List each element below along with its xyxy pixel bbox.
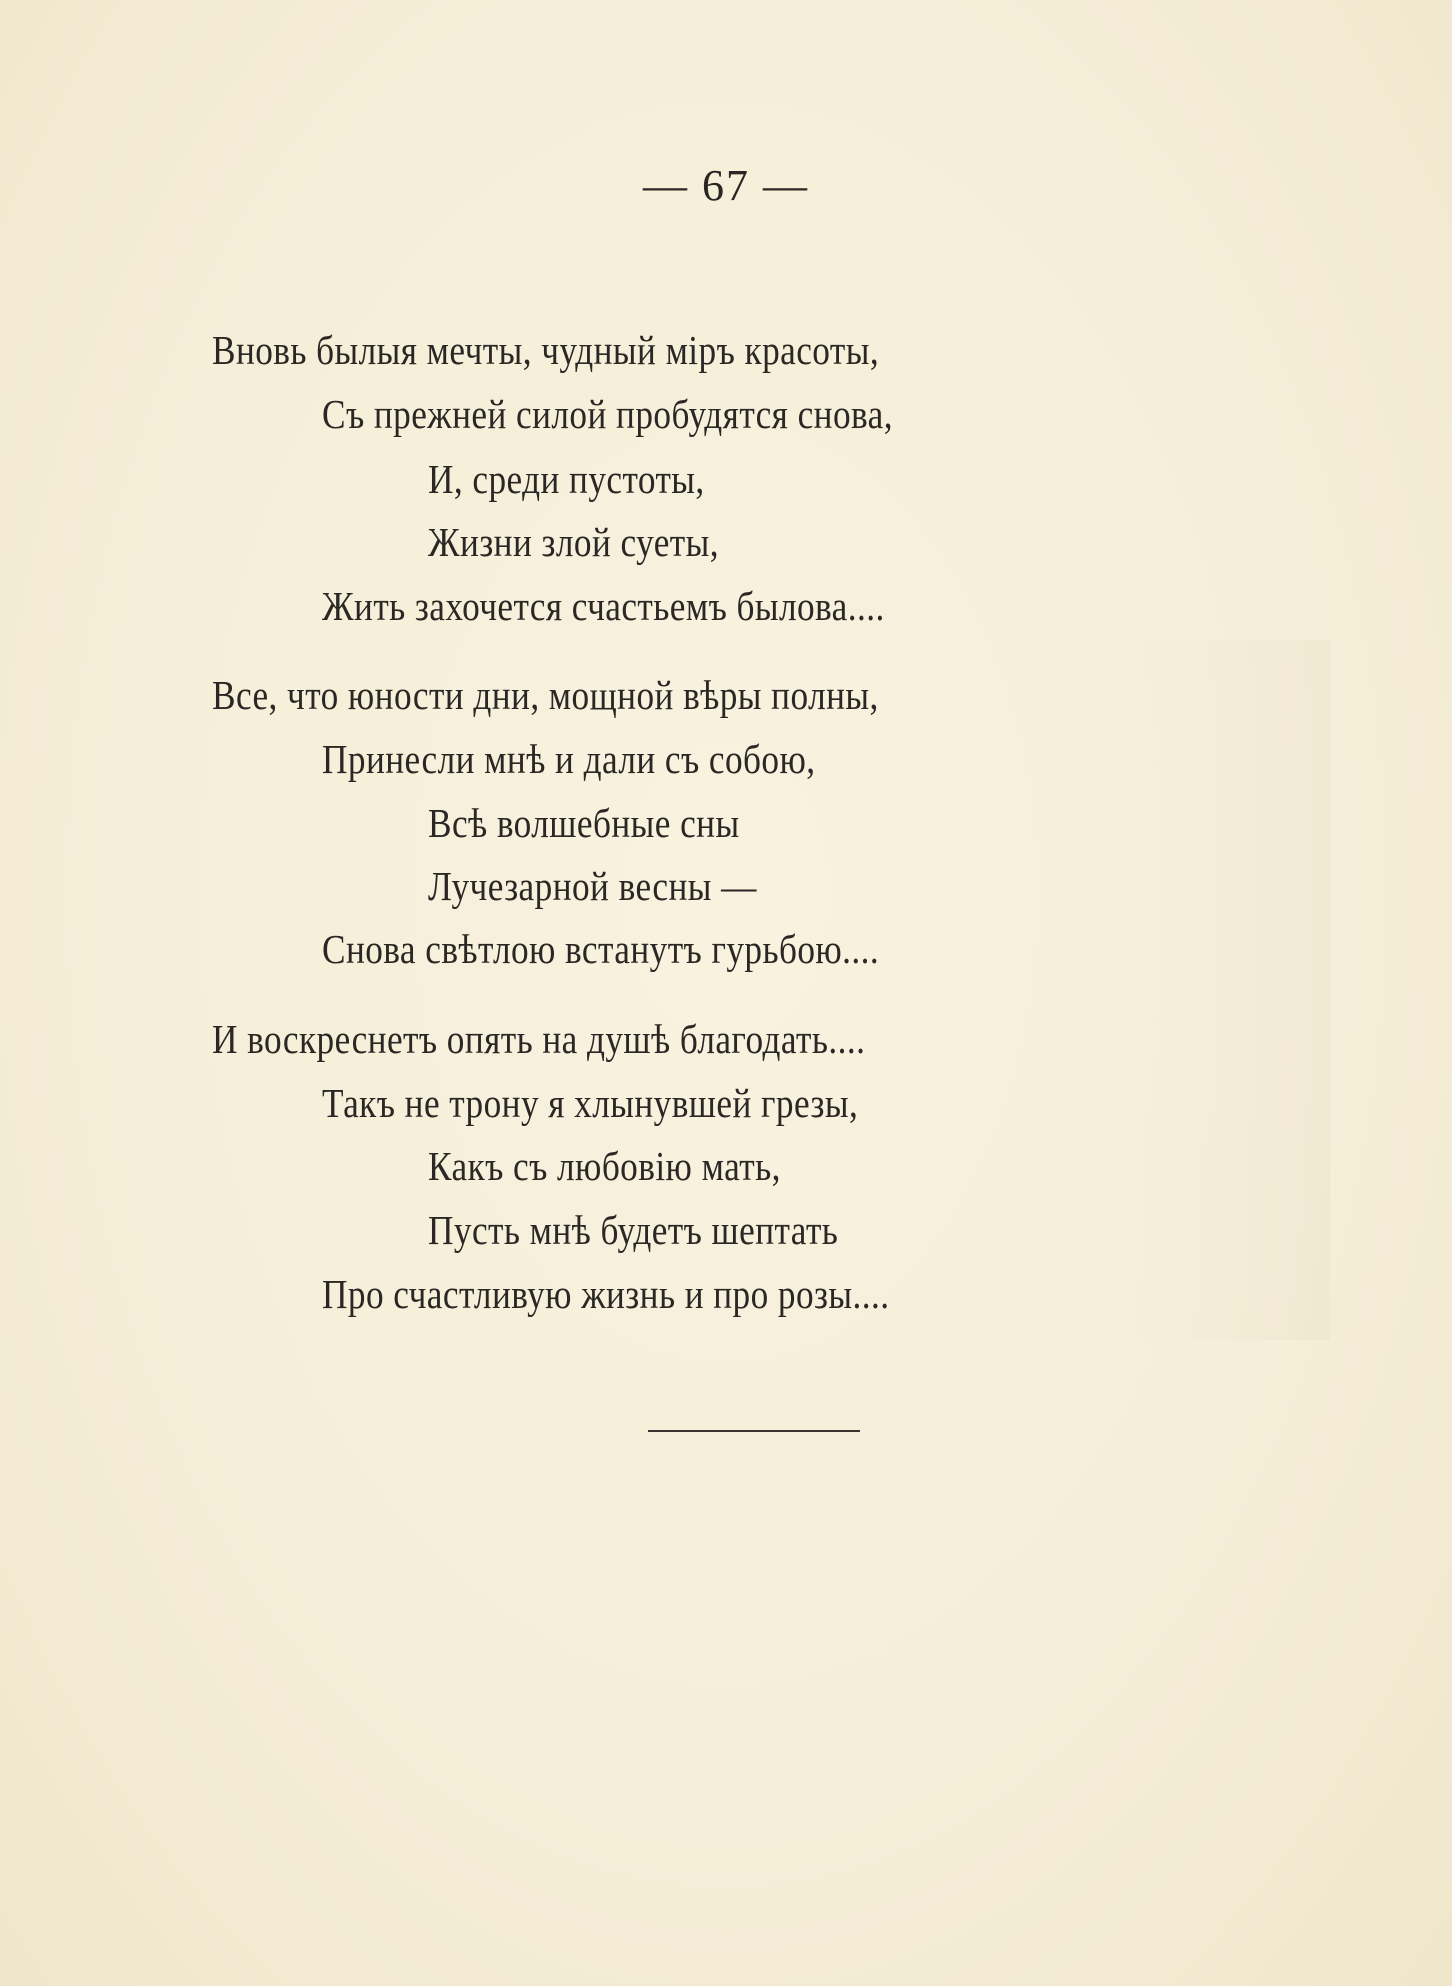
verse-line: Пусть мнѣ будетъ шептать <box>428 1207 839 1253</box>
verse-line: Всѣ волшебные сны <box>428 800 740 846</box>
verse-line: Какъ съ любовію мать, <box>428 1143 781 1189</box>
verse-line: И воскреснетъ опять на душѣ благодать.... <box>212 1016 866 1062</box>
verse-line: И, среди пустоты, <box>428 456 705 502</box>
page-number: — 67 — <box>643 161 809 210</box>
verse-line: Лучезарной весны — <box>428 863 757 909</box>
show-through-shadow <box>1130 640 1330 1340</box>
verse-line: Про счастливую жизнь и про розы.... <box>322 1271 890 1317</box>
verse-line: Снова свѣтлою встанутъ гурьбою.... <box>322 926 880 972</box>
verse-line: Все, что юности дни, мощной вѣры полны, <box>212 672 879 718</box>
verse-line: Такъ не трону я хлынувшей грезы, <box>322 1080 859 1126</box>
verse-line: Вновь былыя мечты, чудный міръ красоты, <box>212 327 880 373</box>
end-divider-rule <box>648 1430 860 1432</box>
verse-line: Принесли мнѣ и дали съ собою, <box>322 736 816 782</box>
verse-line: Жить захочется счастьемъ былова.... <box>322 583 885 629</box>
verse-line: Съ прежней силой пробудятся снова, <box>322 391 893 437</box>
verse-line: Жизни злой суеты, <box>428 519 720 565</box>
